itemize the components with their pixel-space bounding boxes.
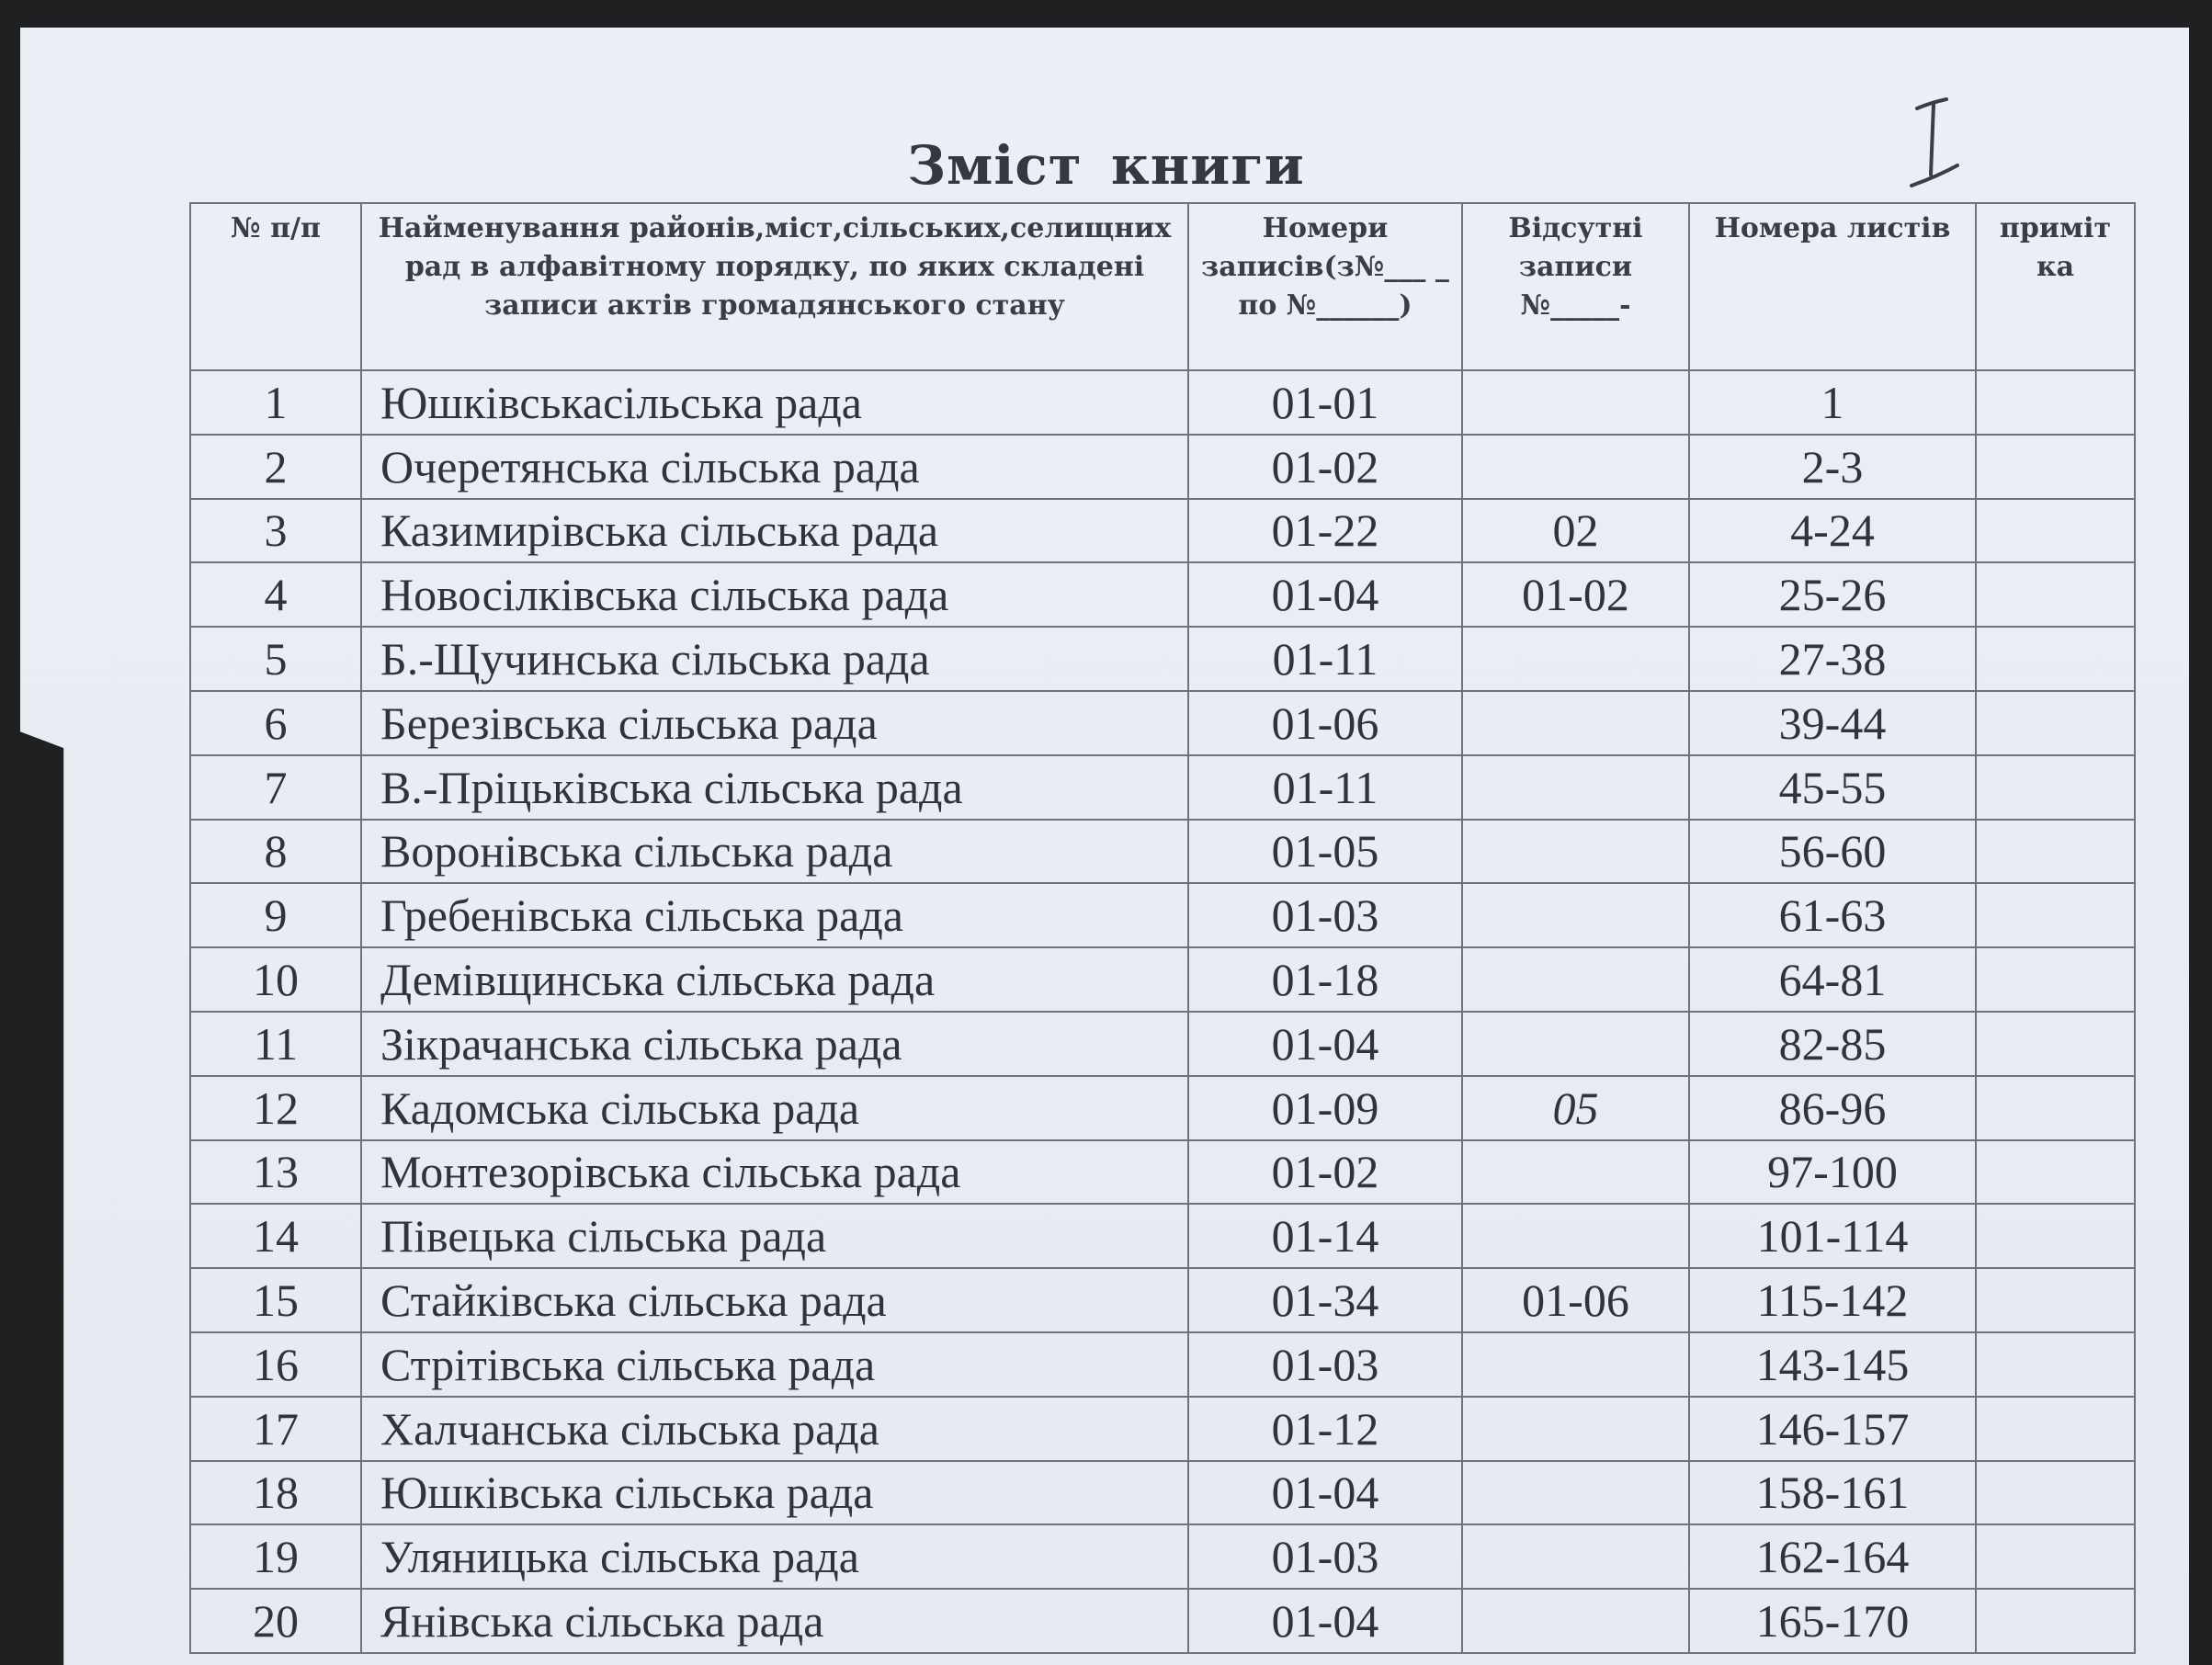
row-num: 9 (190, 883, 361, 947)
header-records: Номери записів(з№___ _ по №______) (1188, 203, 1462, 370)
row-records: 01-02 (1188, 435, 1462, 499)
row-num: 10 (190, 947, 361, 1012)
row-records: 01-03 (1188, 1524, 1462, 1589)
row-records: 01-11 (1188, 627, 1462, 691)
row-records: 01-14 (1188, 1204, 1462, 1268)
row-records: 01-04 (1188, 562, 1462, 627)
row-name: Кадомська сільська рада (361, 1076, 1188, 1140)
table-row (190, 1332, 2135, 1397)
table-row (190, 1076, 2135, 1140)
row-note (1976, 947, 2135, 1012)
row-num: 15 (190, 1268, 361, 1332)
row-num: 1 (190, 370, 361, 435)
row-name: Монтезорівська сільська рада (361, 1140, 1188, 1205)
table-row (190, 1589, 2135, 1653)
row-sheets: 2-3 (1689, 435, 1976, 499)
row-absent (1462, 1332, 1689, 1397)
header-absent: Відсутні записи №_____- (1462, 203, 1689, 370)
row-sheets: 165-170 (1689, 1589, 1976, 1653)
row-absent (1462, 1524, 1689, 1589)
row-absent (1462, 1012, 1689, 1076)
row-note (1976, 1461, 2135, 1525)
row-num: 4 (190, 562, 361, 627)
table-header-row (190, 203, 2135, 370)
table-row (190, 947, 2135, 1012)
table-row (190, 370, 2135, 435)
row-name: Очеретянська сільська рада (361, 435, 1188, 499)
row-sheets: 86-96 (1689, 1076, 1976, 1140)
row-records: 01-04 (1188, 1012, 1462, 1076)
row-absent (1462, 435, 1689, 499)
table-row (190, 562, 2135, 627)
row-sheets: 101-114 (1689, 1204, 1976, 1268)
header-name: Найменування районів,міст,сільських,селищних рад в алфавітному порядку, по яких складені записи актів громадянського стану (361, 203, 1188, 370)
row-absent (1462, 883, 1689, 947)
row-note (1976, 755, 2135, 820)
row-note (1976, 1012, 2135, 1076)
row-num: 8 (190, 820, 361, 884)
row-name: Стрітівська сільська рада (361, 1332, 1188, 1397)
row-num: 6 (190, 691, 361, 755)
row-note (1976, 1268, 2135, 1332)
row-records: 01-03 (1188, 883, 1462, 947)
row-note (1976, 627, 2135, 691)
row-absent (1462, 1397, 1689, 1461)
row-sheets: 45-55 (1689, 755, 1976, 820)
row-sheets: 115-142 (1689, 1268, 1976, 1332)
row-sheets: 97-100 (1689, 1140, 1976, 1205)
table-row (190, 1524, 2135, 1589)
row-note (1976, 1524, 2135, 1589)
row-sheets: 162-164 (1689, 1524, 1976, 1589)
row-num: 19 (190, 1524, 361, 1589)
row-name: Юшківська сільська рада (361, 1461, 1188, 1525)
header-note: приміт ка (1976, 203, 2135, 370)
table-row (190, 627, 2135, 691)
row-name: Зікрачанська сільська рада (361, 1012, 1188, 1076)
row-note (1976, 562, 2135, 627)
row-note (1976, 435, 2135, 499)
row-sheets: 27-38 (1689, 627, 1976, 691)
row-sheets: 146-157 (1689, 1397, 1976, 1461)
contents-table (189, 202, 2136, 1654)
table-row (190, 1140, 2135, 1205)
table-row (190, 1204, 2135, 1268)
row-name: Янівська сільська рада (361, 1589, 1188, 1653)
row-name: Демівщинська сільська рада (361, 947, 1188, 1012)
row-num: 11 (190, 1012, 361, 1076)
row-absent (1462, 691, 1689, 755)
row-name: Юшківськасільська рада (361, 370, 1188, 435)
row-name: Півецька сільська рада (361, 1204, 1188, 1268)
row-note (1976, 499, 2135, 563)
table-row (190, 1461, 2135, 1525)
handwritten-roman-numeral-mark (1893, 92, 1976, 202)
table-row (190, 820, 2135, 884)
row-records: 01-01 (1188, 370, 1462, 435)
row-num: 18 (190, 1461, 361, 1525)
header-num: № п/п (190, 203, 361, 370)
row-name: Уляницька сільська рада (361, 1524, 1188, 1589)
row-name: Воронівська сільська рада (361, 820, 1188, 884)
row-absent (1462, 1204, 1689, 1268)
row-num: 20 (190, 1589, 361, 1653)
row-sheets: 1 (1689, 370, 1976, 435)
row-num: 17 (190, 1397, 361, 1461)
row-absent (1462, 947, 1689, 1012)
row-note (1976, 370, 2135, 435)
row-note (1976, 820, 2135, 884)
row-note (1976, 1397, 2135, 1461)
row-absent-handwritten: 05 (1462, 1076, 1689, 1140)
row-num: 13 (190, 1140, 361, 1205)
row-absent (1462, 820, 1689, 884)
row-num: 12 (190, 1076, 361, 1140)
row-absent (1462, 755, 1689, 820)
row-note (1976, 1589, 2135, 1653)
row-records: 01-05 (1188, 820, 1462, 884)
table-row (190, 1012, 2135, 1076)
row-name: Гребенівська сільська рада (361, 883, 1188, 947)
row-num: 7 (190, 755, 361, 820)
row-num: 5 (190, 627, 361, 691)
row-sheets: 56-60 (1689, 820, 1976, 884)
row-records: 01-09 (1188, 1076, 1462, 1140)
row-note (1976, 883, 2135, 947)
row-note (1976, 1204, 2135, 1268)
header-sheets: Номера листів (1689, 203, 1976, 370)
row-records: 01-22 (1188, 499, 1462, 563)
row-num: 16 (190, 1332, 361, 1397)
row-sheets: 39-44 (1689, 691, 1976, 755)
row-absent (1462, 370, 1689, 435)
row-name: Березівська сільська рада (361, 691, 1188, 755)
table-row (190, 1397, 2135, 1461)
row-name: Халчанська сільська рада (361, 1397, 1188, 1461)
row-records: 01-04 (1188, 1589, 1462, 1653)
row-sheets: 25-26 (1689, 562, 1976, 627)
row-num: 14 (190, 1204, 361, 1268)
document-title: Зміст книги (907, 134, 1305, 197)
row-absent: 01-02 (1462, 562, 1689, 627)
row-records: 01-03 (1188, 1332, 1462, 1397)
row-records: 01-12 (1188, 1397, 1462, 1461)
row-absent: 01-06 (1462, 1268, 1689, 1332)
row-records: 01-06 (1188, 691, 1462, 755)
row-note (1976, 1332, 2135, 1397)
row-absent: 02 (1462, 499, 1689, 563)
row-note (1976, 691, 2135, 755)
row-sheets: 82-85 (1689, 1012, 1976, 1076)
row-records: 01-18 (1188, 947, 1462, 1012)
row-sheets: 61-63 (1689, 883, 1976, 947)
row-num: 3 (190, 499, 361, 563)
row-name: Б.-Щучинська сільська рада (361, 627, 1188, 691)
table-row (190, 1268, 2135, 1332)
row-sheets: 4-24 (1689, 499, 1976, 563)
row-sheets: 158-161 (1689, 1461, 1976, 1525)
row-absent (1462, 627, 1689, 691)
row-absent (1462, 1589, 1689, 1653)
row-name: Казимирівська сільська рада (361, 499, 1188, 563)
row-records: 01-02 (1188, 1140, 1462, 1205)
table-row (190, 499, 2135, 563)
row-name: Стайківська сільська рада (361, 1268, 1188, 1332)
row-records: 01-34 (1188, 1268, 1462, 1332)
table-row (190, 435, 2135, 499)
row-records: 01-11 (1188, 755, 1462, 820)
row-absent (1462, 1461, 1689, 1525)
table-row (190, 883, 2135, 947)
row-note (1976, 1076, 2135, 1140)
row-sheets: 143-145 (1689, 1332, 1976, 1397)
row-sheets: 64-81 (1689, 947, 1976, 1012)
row-name: В.-Пріцьківська сільська рада (361, 755, 1188, 820)
table-row (190, 755, 2135, 820)
row-note (1976, 1140, 2135, 1205)
table-row (190, 691, 2135, 755)
row-records: 01-04 (1188, 1461, 1462, 1525)
row-num: 2 (190, 435, 361, 499)
row-absent (1462, 1140, 1689, 1205)
row-name: Новосілківська сільська рада (361, 562, 1188, 627)
